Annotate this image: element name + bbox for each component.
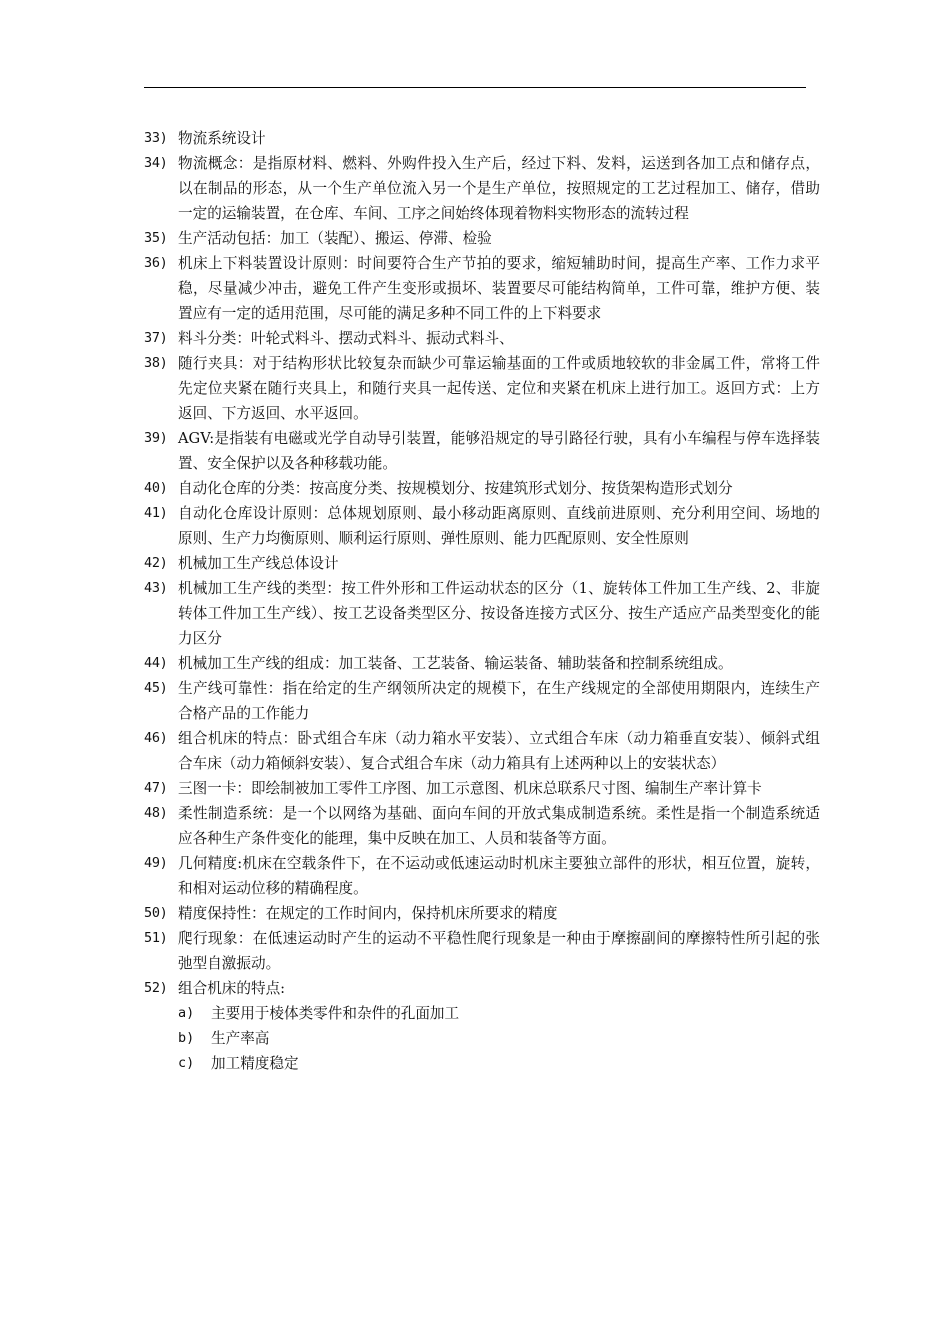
list-item: 43) 机械加工生产线的类型：按工件外形和工件运动状态的区分（1、旋转体工件加工生产线、2、非旋转体工件加工生产线）、按工艺设备类型区分、按设备连接方式区分、按生产适应产品类型变化的能力区分 [144,580,820,647]
sub-list-item: a) 主要用于棱体类零件和杂件的孔面加工 [178,1005,460,1022]
list-item: 48) 柔性制造系统：是一个以网络为基础、面向车间的开放式集成制造系统。柔性是指一个制造系统适应各种生产条件变化的能理，集中反映在加工、人员和装备等方面。 [144,805,820,847]
list-item: 39) AGV:是指装有电磁或光学自动导引装置，能够沿规定的导引路径行驶，具有小车编程与停车选择装置、安全保护以及各种移载功能。 [144,430,820,472]
sub-list-item: c) 加工精度稳定 [178,1055,299,1072]
list-item: 46) 组合机床的特点：卧式组合车床（动力箱水平安装）、立式组合车床（动力箱垂直安装）、倾斜式组合车床（动力箱倾斜安装）、复合式组合车床（动力箱具有上述两种以上的安装状态） [144,730,820,772]
list-item: 52) 组合机床的特点: [144,980,286,997]
list-item: 37) 料斗分类：叶轮式料斗、摆动式料斗、振动式料斗、 [144,330,514,347]
sub-list-item: b) 生产率高 [178,1030,270,1047]
list-item: 35) 生产活动包括：加工（装配）、搬运、停滞、检验 [144,230,492,247]
list-item: 38) 随行夹具：对于结构形状比较复杂而缺少可靠运输基面的工件或质地较软的非金属工件，常将工件先定位夹紧在随行夹具上，和随行夹具一起传送、定位和夹紧在机床上进行加工。返回方式：上方返回、下方返回、水平返回。 [144,355,820,422]
list-item: 49) 几何精度:机床在空载条件下，在不运动或低速运动时机床主要独立部件的形状，相互位置，旋转，和相对运动位移的精确程度。 [144,855,820,897]
list-item: 44) 机械加工生产线的组成：加工装备、工艺装备、输运装备、辅助装备和控制系统组成。 [144,655,733,672]
document-body [144,126,820,1076]
list-item: 33) 物流系统设计 [144,130,266,147]
list-item: 51) 爬行现象：在低速运动时产生的运动不平稳性爬行现象是一种由于摩擦副间的摩擦特性所引起的张弛型自激振动。 [144,930,820,972]
list-item: 45) 生产线可靠性：指在给定的生产纲领所决定的规模下，在生产线规定的全部使用期限内，连续生产合格产品的工作能力 [144,680,820,722]
list-item: 34) 物流概念：是指原材料、燃料、外购件投入生产后，经过下料、发料，运送到各加工点和储存点，以在制品的形态，从一个生产单位流入另一个是生产单位，按照规定的工艺过程加工、储存，借助一定的运输装置，在仓库、车间、工序之间始终体现着物料实物形态的流转过程 [144,155,820,222]
list-item: 50) 精度保持性：在规定的工作时间内，保持机床所要求的精度 [144,905,558,922]
list-item: 42) 机械加工生产线总体设计 [144,555,339,572]
list-item: 40) 自动化仓库的分类：按高度分类、按规模划分、按建筑形式划分、按货架构造形式划分 [144,480,733,497]
header-rule [144,87,806,88]
list-item: 47) 三图一卡：即绘制被加工零件工序图、加工示意图、机床总联系尺寸图、编制生产率计算卡 [144,780,762,797]
list-item: 41) 自动化仓库设计原则：总体规划原则、最小移动距离原则、直线前进原则、充分利用空间、场地的原则、生产力均衡原则、顺利运行原则、弹性原则、能力匹配原则、安全性原则 [144,505,820,547]
list-item: 36) 机床上下料装置设计原则：时间要符合生产节拍的要求，缩短辅助时间，提高生产率、工作力求平稳，尽量减少冲击，避免工件产生变形或损坏、装置要尽可能结构简单，工件可靠，维护方便、装置应有一定的适用范围，尽可能的满足多种不同工件的上下料要求 [144,255,820,322]
